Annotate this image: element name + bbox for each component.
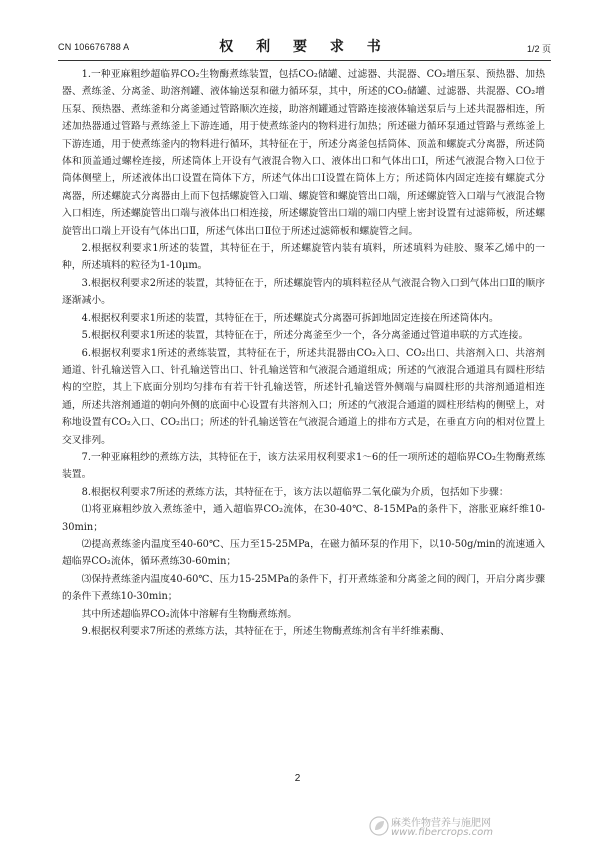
page-header <box>58 36 551 60</box>
claims-body <box>62 66 545 640</box>
claim-paragraph: 5.根据权利要求1所述的装置，其特征在于，所述分离釜至少一个，各分离釜通过管道串联的方式连接。 <box>81 330 529 342</box>
claim-paragraph: 3.根据权利要求2所述的装置，其特征在于，所述螺旋管内的填料粒径从气液混合物入口到气体出口Ⅱ的顺序逐渐减小。 <box>62 277 545 307</box>
header-rule <box>58 60 551 61</box>
claim-step: ⑶保持煮练釜内温度40-60℃、压力15-25MPa的条件下，打开煮练釜和分离釜之间的阀门，开启分离步骤的条件下煮练10-30min； <box>62 573 545 603</box>
publication-number: CN 106676788 A <box>58 42 130 52</box>
claim-paragraph: 其中所述超临界CO₂流体中溶解有生物酶煮练剂。 <box>81 608 297 620</box>
claim-paragraph: 4.根据权利要求1所述的装置，其特征在于，所述螺旋式分离器可拆卸地固定连接在所述筒体内。 <box>81 312 499 324</box>
document-title: 权 利 要 求 书 <box>219 39 390 55</box>
watermark-url: www.fibercrops.com <box>391 827 493 838</box>
watermark-text: 麻类作物营养与施肥网 <box>391 818 491 829</box>
claim-paragraph: 1.一种亚麻粗纱超临界CO₂生物酶煮练装置，包括CO₂储罐、过滤器、共混器、CO₂增压泵、预热器、加热器、煮练釜、分离釜、助溶剂罐、液体输送泵和磁力循环泵，其中，所述的CO₂储罐、过滤器、共混器、CO₂增压泵、预热器、煮练釜和分离釜通过管路顺次连接，助溶剂罐通过管路连接液体输送泵后与上述共混器相连，所述加热器通过管路与煮练釜上下游连通，用于使煮练釜内的物料进行加热；所述磁力循环泵通过管路与煮练釜上下游连通，用于使煮练釜内的物料进行循环，其特征在于，所述分离釜包括筒体、顶盖和螺旋式分离器，所述筒体和顶盖通过螺栓连接，所述筒体上开设有气液混合物入口、液体出口和气体出口Ⅰ，所述气液混合物入口位于筒体侧壁上，所述液体出口设置在筒体下方，所述气体出口Ⅰ设置在筒体上方；所述筒体内固定连接有螺旋式分离器，所述螺旋式分离器由上而下包括螺旋管入口端、螺旋管和螺旋管出口端，所述螺旋管入口端与气液混合物入口相连，所述螺旋管出口端与液体出口相连接，所述螺旋管出口端的端口内壁上密封设置有过滤筛板，所述螺旋管出口端上开设有气体出口Ⅱ，所述气体出口Ⅱ位于所述过滤筛板和螺旋管之间。 <box>62 69 545 237</box>
claim-paragraph: 6.根据权利要求1所述的煮练装置，其特征在于，所述共混器由CO₂入口、CO₂出口、共溶剂入口、共溶剂通道、针孔输送管入口、针孔输送管出口、针孔输送管和气液混合通道组成；所述的气液混合通道具有圆柱形结构的空腔，其上下底面分别均匀排布有若干针孔输送管，所述针孔输送管外侧端与扁圆柱形的共溶剂通道相连通，所述共溶剂通道的朝向外侧的底面中心设置有共溶剂入口；所述的气液混合通道的圆柱形结构的侧壁上，对称地设置有CO₂入口、CO₂出口；所述的针孔输送管在气液混合通道上的排布方式是，在垂直方向的相对位置上交叉排列。 <box>62 347 545 446</box>
claim-step: ⑴将亚麻粗纱放入煮练釜中，通入超临界CO₂流体，在30-40℃、8-15MPa的条件下，溶胀亚麻纤维10-30min； <box>62 504 545 533</box>
page-number: 2 <box>294 773 301 784</box>
leaf-logo-icon <box>369 816 389 836</box>
claim-paragraph: 9.根据权利要求7所述的煮练方法，其特征在于，所述生物酶煮练剂含有半纤维素酶、 <box>81 626 450 637</box>
claim-paragraph: 8.根据权利要求7所述的煮练方法，其特征在于，该方法以超临界二氧化碳为介质，包括如下步骤： <box>81 486 509 498</box>
claim-paragraph: 2.根据权利要求1所述的装置，其特征在于，所述螺旋管内装有填料，所述填料为硅胶、聚苯乙烯中的一种，所述填料的粒径为1-10μm。 <box>62 243 545 272</box>
claim-step: ⑵提高煮练釜内温度至40-60℃、压力至15-25MPa，在磁力循环泵的作用下，以10-50g/min的流速通入超临界CO₂流体，循环煮练30-60min； <box>62 538 545 568</box>
claim-paragraph: 7.一种亚麻粗纱的煮练方法，其特征在于，该方法采用权利要求1～6的任一项所述的超临界CO₂生物酶煮练装置。 <box>62 451 545 481</box>
site-watermark <box>369 812 569 842</box>
page-count: 1/2 页 <box>526 44 551 54</box>
